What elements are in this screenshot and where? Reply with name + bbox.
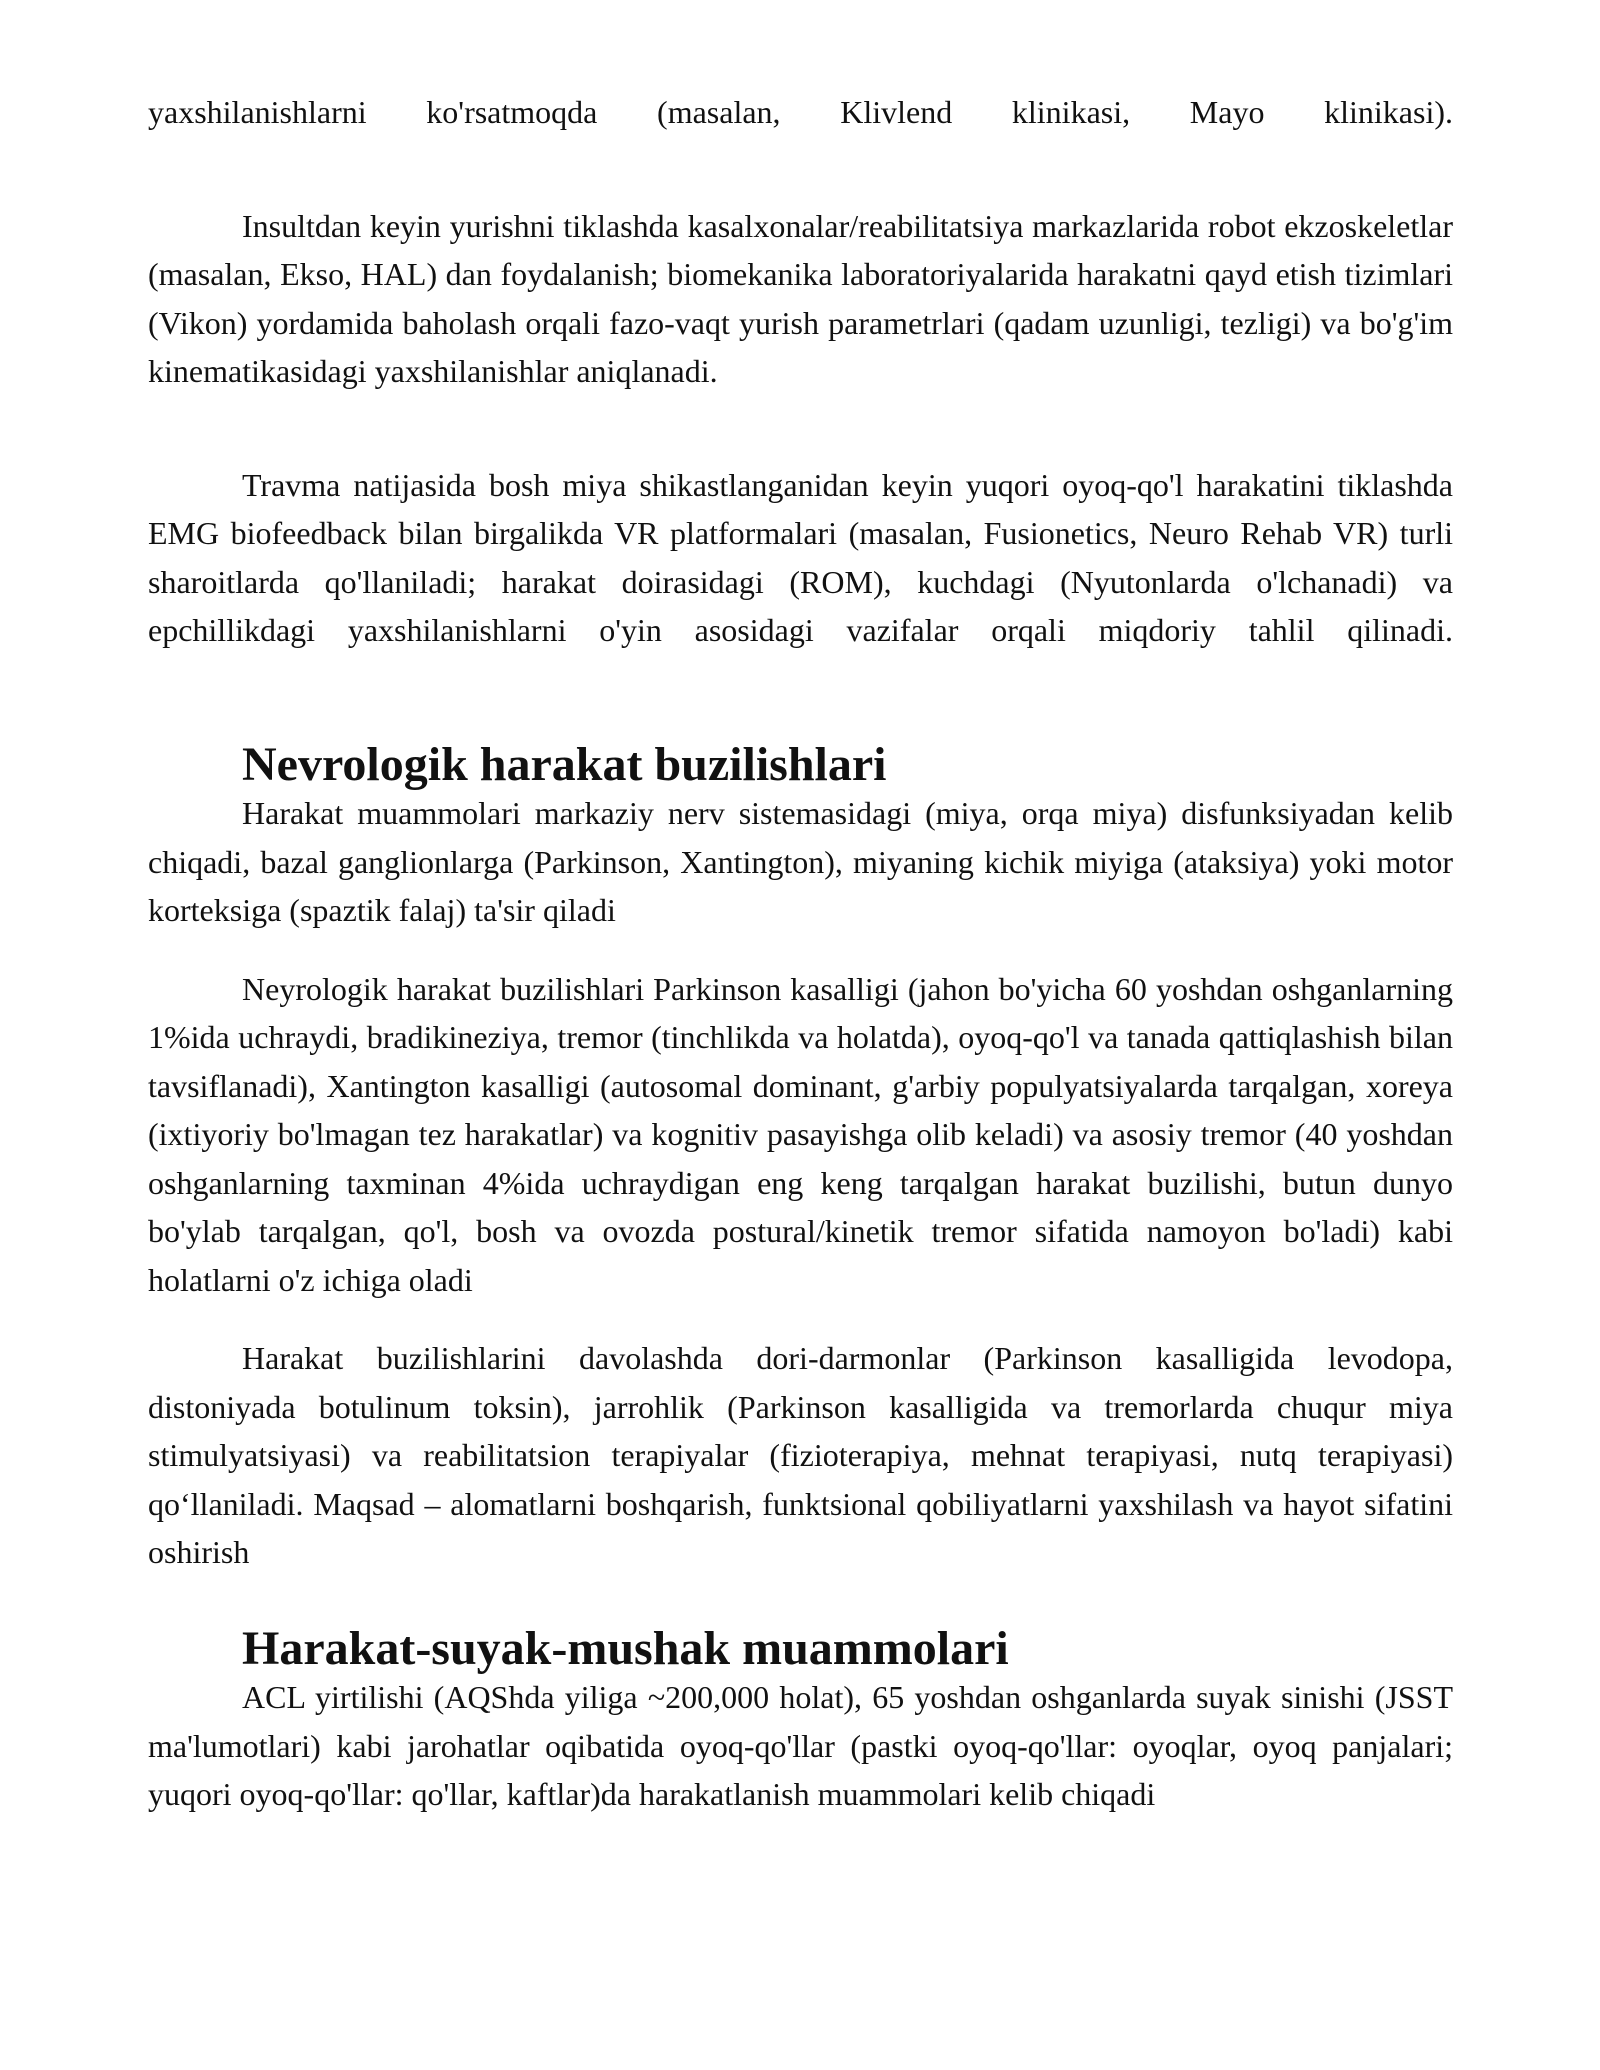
document-page bbox=[148, 88, 1453, 1819]
section-heading-neurological: Nevrologik harakat buzilishlari bbox=[242, 737, 887, 791]
paragraph-continuation: yaxshilanishlarni ko'rsatmoqda (masalan, Klivlend klinikasi, Mayo klinikasi). bbox=[148, 94, 1453, 130]
paragraph-neurological-disorders: Neyrologik harakat buzilishlari Parkinson kasalligi (jahon bo'yicha 60 yoshdan oshganlarning 1%ida uchraydi, bradikineziya, tremor (tinchlikda va holatda), oyoq-qo'l va tanada qattiqlashish bilan tavsiflanadi), Xantington kasalligi (autosomal dominant, g'arbiy populyatsiyalarda tarqalgan, xoreya (ixtiyoriy bo'lmagan tez harakatlar) va kognitiv pasayishga olib keladi) va asosiy tremor (40 yoshdan oshganlarning taxminan 4%ida uchraydigan eng keng tarqalgan harakat buzilishi, butun dunyo bo'ylab tarqalgan, qo'l, bosh va ovozda postural/kinetik tremor sifatida namoyon bo'ladi) kabi holatlarni o'z ichiga oladi bbox=[148, 970, 1453, 1298]
paragraph-upper-limb-rehabilitation: Travma natijasida bosh miya shikastlanganidan keyin yuqori oyoq-qo'l harakatini tiklashda EMG biofeedback bilan birgalikda VR platformalari (masalan, Fusionetics, Neuro Rehab VR) turli sharoitlarda qo'llaniladi; harakat doirasidagi (ROM), kuchdagi (Nyutonlarda o'lchanadi) va epchillikdagi yaxshilanishlarni o'yin asosidagi vazifalar orqali miqdoriy tahlil qilinadi. bbox=[148, 466, 1453, 648]
paragraph-movement-problems: Harakat muammolari markaziy nerv sistemasidagi (miya, orqa miya) disfunksiyadan kelib chiqadi, bazal ganglionlarga (Parkinson, Xantington), miyaning kichik miyiga (ataksiya) yoki motor korteksiga (spaztik falaj) ta'sir qiladi bbox=[148, 795, 1453, 928]
paragraph-musculoskeletal-problems: ACL yirtilishi (AQShda yiliga ~200,000 holat), 65 yoshdan oshganlarda suyak sinishi (JSST ma'lumotlari) kabi jarohatlar oqibatida oyoq-qo'llar (pastki oyoq-qo'llar: oyoqlar, oyoq panjalari; yuqori oyoq-qo'llar: qo'llar, kaftlar)da harakatlanish muammolari kelib chiqadi bbox=[148, 1679, 1453, 1812]
section-heading-musculoskeletal: Harakat-suyak-mushak muammolari bbox=[242, 1621, 1009, 1675]
paragraph-treatment: Harakat buzilishlarini davolashda dori-darmonlar (Parkinson kasalligida levodopa, distoniyada botulinum toksin), jarrohlik (Parkinson kasalligida va tremorlarda chuqur miya stimulyatsiyasi) va reabilitatsion terapiyalar (fizioterapiya, mehnat terapiyasi, nutq terapiyasi) qo‘llaniladi. Maqsad – alomatlarni boshqarish, funktsional qobiliyatlarni yaxshilash va hayot sifatini oshirish bbox=[148, 1340, 1453, 1570]
paragraph-gait-rehabilitation: Insultdan keyin yurishni tiklashda kasalxonalar/reabilitatsiya markazlarida robot ekzoskeletlar (masalan, Ekso, HAL) dan foydalanish; biomekanika laboratoriyalarida harakatni qayd etish tizimlari (Vikon) yordamida baholash orqali fazo-vaqt yurish parametrlari (qadam uzunligi, tezligi) va bo'g'im kinematikasidagi yaxshilanishlar aniqlanadi. bbox=[148, 207, 1453, 389]
